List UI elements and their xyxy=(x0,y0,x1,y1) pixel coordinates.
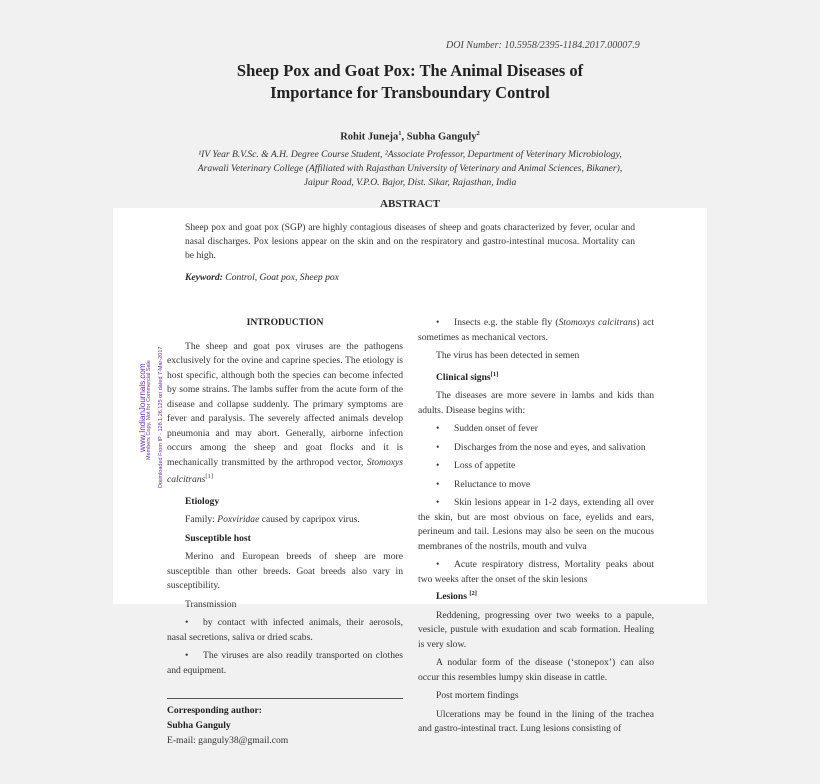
corresponding-label: Corresponding author: xyxy=(167,705,262,716)
family-suffix: caused by capripox virus. xyxy=(259,514,360,526)
susceptible-host-heading: Susceptible host xyxy=(185,532,251,544)
lesions-reference: [2] xyxy=(469,590,477,598)
watermark-site: www.IndianJournals.com xyxy=(138,363,147,452)
introduction-text xyxy=(167,340,403,488)
spacer xyxy=(167,331,403,340)
clinical-bullet-4: • Reluctance to move xyxy=(418,478,654,493)
etiology-heading: Etiology xyxy=(185,495,220,507)
lesions-heading xyxy=(418,587,654,605)
watermark-download: Downloaded From IP - 128.1.26.125 on dated 7-Mar-2017 xyxy=(158,346,164,488)
clinical-signs-heading xyxy=(418,368,654,386)
author-1: Rohit Juneja xyxy=(340,131,399,143)
insects-name: Stomoxys calcitrans xyxy=(558,317,637,328)
insects-suffix: ) act sometimes as mechanical vectors. xyxy=(418,317,654,343)
right-column xyxy=(418,316,654,737)
transmission-bullet-2: • The viruses are also readily transported on clothes and equipment. xyxy=(167,649,403,678)
lesions-heading-text: Lesions xyxy=(436,591,467,603)
title-line-2: Importance for Transboundary Control xyxy=(270,83,550,102)
family-text xyxy=(167,513,403,528)
corresponding-name: Subha Ganguly xyxy=(167,720,231,731)
clinical-bullet-6: • Acute respiratory distress, Mortality peaks about two weeks after the onset of the skin lesions xyxy=(418,558,654,587)
transmission-heading: Transmission xyxy=(185,598,237,610)
affiliation-line-1: ¹IV Year B.V.Sc. & A.H. Degree Course Student, ²Associate Professor, Department of Veterinary Microbiology, xyxy=(198,149,622,160)
susceptible-host-text: Merino and European breeds of sheep are more susceptible than other breeds. Goat breeds also vary in susceptibility. xyxy=(167,551,403,592)
lesions-text-2: A nodular form of the disease (‘stonepox’) can also occur this resembles lumpy skin disease in cattle. xyxy=(418,657,654,683)
abstract-heading: ABSTRACT xyxy=(380,198,440,210)
keywords xyxy=(185,272,339,283)
author-2-affil-mark: 2 xyxy=(476,130,480,137)
family-name: Poxviridae xyxy=(217,514,260,526)
author-separator: , xyxy=(401,131,407,143)
transmission-bullet-1: • by contact with infected animals, their aerosols, nasal secretions, saliva or dried scabs. xyxy=(167,616,403,645)
insects-prefix: Insects e.g. the stable fly ( xyxy=(454,317,559,328)
vector-name: Stomoxys calcitrans xyxy=(167,456,403,486)
author-1-affil-mark: 1 xyxy=(398,130,402,137)
semen-text: The virus has been detected in semen xyxy=(436,350,580,361)
abstract-text: Sheep pox and goat pox (SGP) are highly contagious diseases of sheep and goats characterized by fever, ocular and nasal discharges. Pox lesions appear on the skin and on the respiratory and gastro-intestinal mucosa. Mortality can be high. xyxy=(185,222,635,261)
clinical-heading-text: Clinical signs xyxy=(436,371,491,383)
corresponding-email: E-mail: ganguly38@gmail.com xyxy=(167,735,289,746)
insects-bullet xyxy=(418,316,654,345)
author-list xyxy=(160,130,660,143)
post-mortem-text: Ulcerations may be found in the lining of the trachea and gastro-intestinal tract. Lung lesions consisting of xyxy=(418,708,654,735)
title-line-1: Sheep Pox and Goat Pox: The Animal Diseases of xyxy=(236,61,584,80)
left-column xyxy=(167,316,403,678)
clinical-bullet-2: • Discharges from the nose and eyes, and salivation xyxy=(418,441,654,456)
keyword-label: Keyword: xyxy=(185,272,223,283)
introduction-heading: INTRODUCTION xyxy=(246,317,324,328)
clinical-bullet-3: • Loss of appetite xyxy=(418,459,654,474)
clinical-signs-text: The diseases are more severe in lambs and kids than adults. Disease begins with: xyxy=(418,390,654,416)
watermark-members: Members Copy, Not for Commercial Sale xyxy=(146,360,152,460)
post-mortem-heading: Post mortem findings xyxy=(436,690,519,702)
clinical-reference: [1] xyxy=(490,370,499,378)
clinical-bullet-5: • Skin lesions appear in 1-2 days, extending all over the skin, but are most obvious on face, eyelids and ears, perineum and tail. Lesions may also be seen on the mucous membranes of the nostrils, mouth and vulva xyxy=(418,496,654,554)
spacer xyxy=(167,488,403,495)
author-2: Subha Ganguly xyxy=(406,131,477,143)
affiliation-line-3: Jaipur Road, V.P.O. Bajor, Dist. Sikar, Rajasthan, India xyxy=(303,177,517,188)
family-prefix: Family: xyxy=(185,514,218,526)
affiliations xyxy=(160,148,660,190)
footnote-divider xyxy=(167,698,403,699)
doi-number: DOI Number: 10.5958/2395-1184.2017.00007.9 xyxy=(446,40,640,51)
keyword-list: Control, Goat pox, Sheep pox xyxy=(222,272,339,283)
lesions-text-1: Reddening, progressing over two weeks to a papule, vesicle, pustule with exudation and scab formation. Healing is very slow. xyxy=(418,609,654,650)
corresponding-author-block xyxy=(167,703,288,748)
intro-body: The sheep and goat pox viruses are the pathogens exclusively for the ovine and caprine species. The etiology is host specific, although both the species can become infected by some strains. The lambs suffer from the acute form of the disease and collapse suddenly. The primary symptoms are fever and paralysis. The severely affected animals develop pneumonia and may abort. Generally, airborne infection occurs among the sheep and goat flocks and it is mechanically transmitted by the arthropod vector, xyxy=(167,340,403,468)
paper-title xyxy=(160,60,660,104)
clinical-bullet-1: • Sudden onset of fever xyxy=(418,422,654,437)
intro-reference: [1] xyxy=(205,473,213,480)
affiliation-line-2: Arawali Veterinary College (Affiliated with Rajasthan University of Veterinary and Animal Sciences, Bikaner), xyxy=(197,163,623,174)
